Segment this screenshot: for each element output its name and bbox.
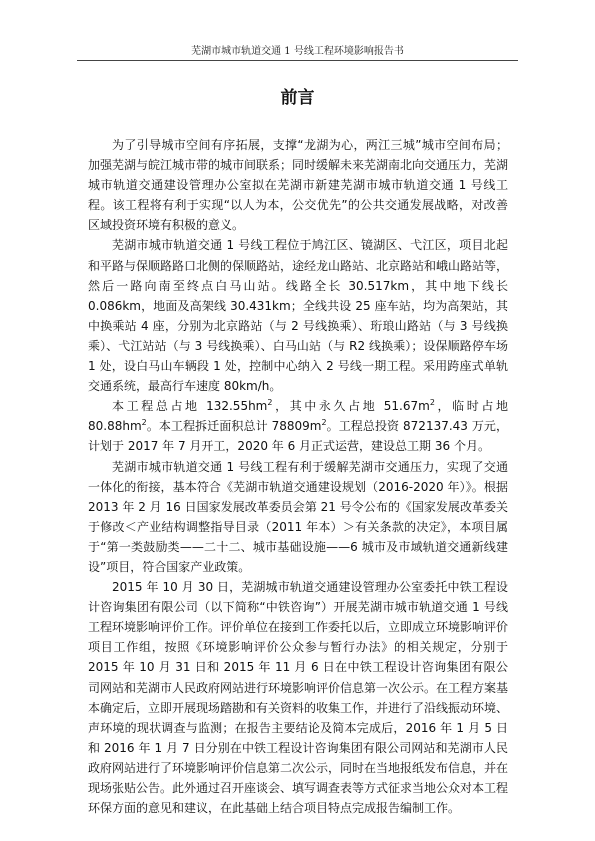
superscript: 2 <box>429 398 435 408</box>
paragraph-5: 2015 年 10 月 30 日，芜湖城市轨道交通建设管理办公室委托中铁工程设计咨询集团有限公司（以下简称“中铁咨询”）开展芜湖市城市轨道交通 1 号线工程环境影响评价工作。评价单位在接到工作委托以后，立即成立环境影响评价项目工作组，按照《环境影响评价公众参与暂行办法》的相关规定，分别于 2015 年 10 月 31 日和 2015 年 11 月 6 日在中铁工程设计咨询集团有限公司网站和芜湖市人民政府网站进行环境影响评价信息第一次公示。在工程方案基本确定后，立即开展现场踏勘和有关资料的收集工作，并进行了沿线振动环境、声环境的现状调查与监测；在报告主要结论及简本完成后，2016 年 1 月 5 日和 2016 年 1 月 7 日分别在中铁工程设计咨询集团有限公司网站和芜湖市人民政府网站进行了环境影响评价信息第二次公示，同时在当地报纸发布信息，并在现场张贴公告。此外通过召开座谈会、填写调查表等方式征求当地公众对本工程环保方面的意见和建议，在此基础上结合项目特点完成报告编制工作。 <box>88 580 509 816</box>
paragraph-3-part-c: ，临时占地 80.88hm <box>88 399 508 434</box>
superscript: 2 <box>321 418 327 428</box>
paragraph-1: 为了引导城市空间有序拓展，支撑“龙湖为心，两江三城”城市空间布局；加强芜湖与皖江城市带的城市间联系；同时缓解未来芜湖南北向交通压力，芜湖城市轨道交通建设管理办公室拟在芜湖市新建芜湖市城市轨道交通 1 号线工程。该工程将有利于实现“以人为本，公交优先”的公共交通发展战略，对改善区域投资环境有积极的意义。 <box>88 138 509 233</box>
body-text <box>88 135 508 818</box>
paragraph-3-part-b: ，其中永久占地 51.67m <box>272 399 430 414</box>
superscript: 2 <box>267 398 273 408</box>
page-title: 前言 <box>280 88 315 108</box>
paragraph-3 <box>88 396 508 456</box>
paragraph-3-part-d: 。本工程拆迁面积总计 78809m <box>146 419 322 434</box>
paragraph-2: 芜湖市城市轨道交通 1 号线工程位于鸠江区、镜湖区、弋江区，项目北起和平路与保顺路路口北侧的保顺路站，途经龙山路站、北京路站和峨山路站等，然后一路向南至终点白马山站。线路全长 30.517km，其中地下线长 0.086km，地面及高架线 30.431km；全线共设 25 座车站，均为高架站，其中换乘站 4 座，分别为北京路站（与 2 号线换乘）、珩琅山路站（与 3 号线换乘）、弋江站站（与 3 号线换乘）、白马山站（与 R2 线换乘）；设保顺路停车场 1 处，设白马山车辆段 1 处，控制中心纳入 2 号线一期工程。采用跨座式单轨交通系统，最高行车速度 80km/h。 <box>88 238 509 394</box>
header-rule <box>77 60 518 61</box>
paragraph-4: 芜湖市城市轨道交通 1 号线工程有利于缓解芜湖市交通压力，实现了交通一体化的衔接，基本符合《芜湖市轨道交通建设规划（2016-2020 年）》。根据 2013 年 2 月 16 日国家发展改革委员会第 21 号令公布的《国家发展改革委关于修改＜产业结构调整指导目录（2011 年本）＞有关条款的决定》，本项目属于“第一类鼓励类——二十二、城市基础设施——6 城市及市域轨道交通新线建设”项目，符合国家产业政策。 <box>88 459 508 574</box>
paragraph-3-part-a: 本工程总占地 132.55hm <box>112 399 268 414</box>
running-header: 芜湖市城市轨道交通 1 号线工程环境影响报告书 <box>191 46 404 57</box>
paragraph-3-part-e: 。工程总投资 872137.43 万元，计划于 2017 年 7 月开工，2020 年 6 月正式运营，建设总工期 36 个月。 <box>88 419 508 454</box>
superscript: 2 <box>141 418 147 428</box>
